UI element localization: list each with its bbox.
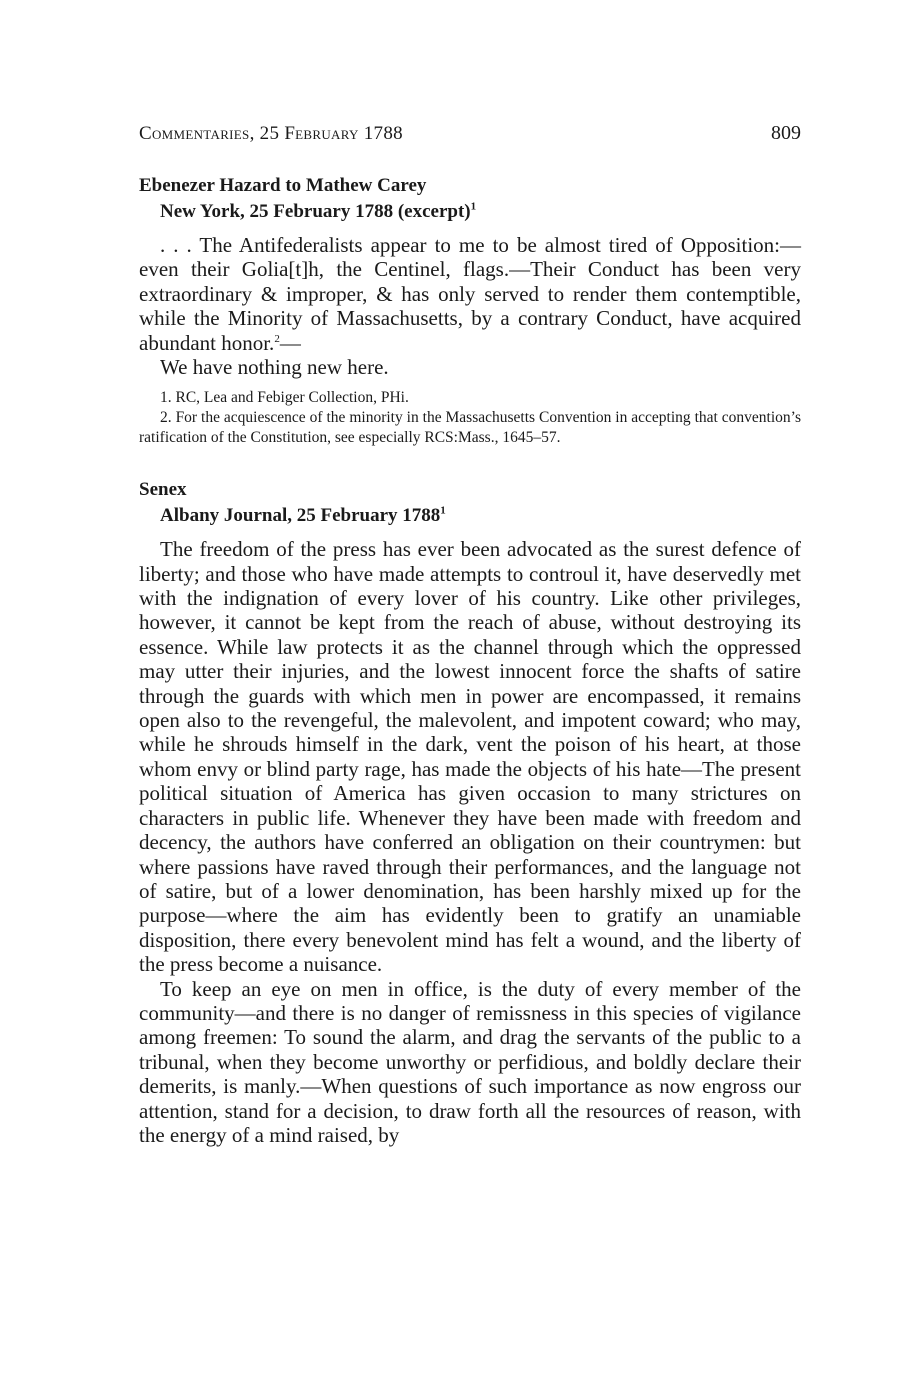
footnote-ref: 1 [470,200,477,213]
document-subtitle [139,199,801,225]
page-number: 809 [771,122,801,144]
document-hazard-to-carey [139,173,801,447]
body-paragraph: The freedom of the press has ever been advocated as the surest defence of liberty; and those who have made attempts to controul it, have deservedly met with the indignation of every lover of his country. Like other privileges, however, it cannot be kept from the reach of abuse, without destroying its essence. While law protects it as the channel through which the oppressed may utter their injuries, and the lowest innocent force the shafts of satire through the guards with which men in power are encompassed, it remains open also to the revengeful, the malevolent, and impotent coward; who may, while he shrouds himself in the dark, vent the poison of his heart, at those whom envy or blind party rage, has made the objects of his hate—The present political situation of America has given occasion to many strictures on characters in public life. Whenever they have been made with freedom and decency, the authors have conferred an obligation on their countrymen: but where passions have raved through their performances, and the language not of satire, but of a lower denomination, has been harshly mixed up for the purpose—where the aim has evidently been to gratify an unamiable disposition, there every benevolent mind has felt a wound, and the liberty of the press become a nuisance. [139,537,801,977]
body-paragraph [139,233,801,355]
document-subtitle [139,503,801,529]
body-paragraph: To keep an eye on men in office, is the duty of every member of the community—and there is no danger of remissness in this species of vigilance among freemen: To sound the alarm, and drag the servants of the public to a tribunal, when they become unworthy or perfidious, and boldly declare their demerits, is manly.—When questions of such importance as now engross our attention, stand for a decision, to draw forth all the resources of reason, with the energy of a mind raised, by [139,976,801,1147]
running-head-title: Commentaries, 25 February 1788 [139,123,403,144]
document-subtitle-text: New York, 25 February 1788 (excerpt) [160,201,471,222]
footnote-ref: 2 [274,332,280,345]
running-head [139,121,801,146]
document-title: Ebenezer Hazard to Mathew Carey [139,175,427,196]
document-title: Senex [139,479,187,501]
footnote-ref: 1 [440,504,446,517]
body-paragraph-dash: — [279,330,301,355]
body-paragraph-text: . . . The Antifederalists appear to me to be almost tired of Opposition:—even their Golia[t]h, the Centinel, flags.—Their Conduct has been very extraordinary & improper, & has only served to render them contemptible, while the Minority of Massachusetts, by a contrary Conduct, have acquired abundant honor. [139,233,801,355]
document-senex [139,477,801,1147]
document-subtitle-text: Albany Journal, 25 February 1788 [160,505,441,527]
document-page [139,121,801,1147]
footnote: 2. For the acquiescence of the minority in the Massachusetts Convention in accepting that convention’s ratification of the Constitution, see especially RCS:Mass., 1645–57. [139,409,801,446]
footnotes [139,388,801,447]
footnote: 1. RC, Lea and Febiger Collection, PHi. [160,389,409,407]
body-paragraph: We have nothing new here. [160,355,389,380]
